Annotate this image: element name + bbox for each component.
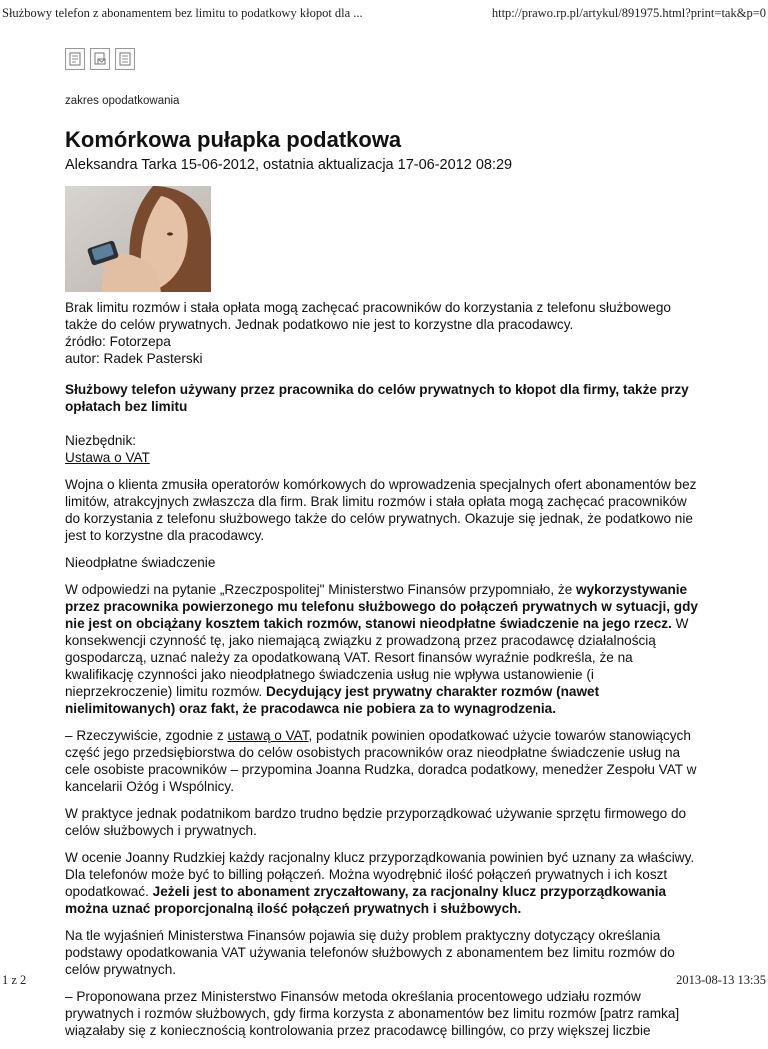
article-title: Komórkowa pułapka podatkowa <box>65 127 402 152</box>
essential-label: Niezbędnik: <box>65 433 137 448</box>
print-header-url: http://prawo.rp.pl/artykul/891975.html?print=tak&p=0 <box>491 6 766 20</box>
document-icon[interactable] <box>115 48 135 70</box>
caption-author: autor: Radek Pasterski <box>65 351 203 366</box>
vat-act-link[interactable]: ustawą o VAT <box>227 728 309 743</box>
article-lead: Służbowy telefon używany przez pracownika do celów prywatnych to kłopot dla firmy, także przy opłatach bez limitu <box>65 382 689 414</box>
paragraph-7: – Proponowana przez Ministerstwo Finansów metoda określania procentowego udziału rozmów prywatnych i rozmów służbowych, gdy firma korzysta z abonamentów bez limitu rozmów [patrz ramka] wiązałaby się z koniecznością kontrolowania przez pracodawcę billingów, co przy większej liczbie <box>65 989 680 1038</box>
subheading: Nieodpłatne świadczenie <box>65 555 216 570</box>
article <box>65 93 700 1049</box>
caption-source: źródło: Fotorzepa <box>65 334 171 349</box>
photo-caption <box>65 299 700 367</box>
caption-text: Brak limitu rozmów i stała opłata mogą zachęcać pracowników do korzystania z telefonu służbowego także do celów prywatnych. Jednak podatkowo nie jest to korzystne dla pracodawcy. <box>65 300 671 332</box>
paragraph-3: – Rzeczywiście, zgodnie z ustawą o VAT, podatnik powinien opodatkować użycie towarów stanowiących część jego przedsiębiorstwa do celów osobistych pracowników oraz nieodpłatne świadczenie usług na cele osobiste pracowników – przypomina Joanna Rudzka, doradca podatkowy, menedżer Zespołu VAT w kancelarii Ożóg i Wspólnicy. <box>65 728 697 794</box>
article-photo <box>65 186 211 292</box>
print-header-title: Służbowy telefon z abonamentem bez limitu to podatkowy kłopot dla ... <box>2 6 363 20</box>
essential-link-vat-act[interactable]: Ustawa o VAT <box>65 450 150 465</box>
paragraph-2: W odpowiedzi na pytanie „Rzeczpospolitej" Ministerstwo Finansów przypomniało, że wykorzystywanie przez pracownika powierzonego mu telefonu służbowego do połączeń prywatnych w sytuacji, gdy nie jest on obciążany kosztem takich rozmów, stanowi nieodpłatne świadczenie na jego rzecz. W konsekwencji czynność tę, jako niemającą związku z prowadzoną przez pracodawcę działalnością gospodarczą, uznać należy za opodatkowaną VAT. Resort finansów wyraźnie podkreśla, że na kwalifikację czynności jako nieodpłatnego świadczenia usług nie wpływa ustanowienie (i nieprzekroczenie) limitu rozmów. Decydujący jest prywatny charakter rozmów (nawet nielimitowanych) oraz fakt, że pracodawca nie pobiera za to wynagrodzenia. <box>65 582 698 716</box>
print-datetime: 2013-08-13 13:35 <box>676 973 766 987</box>
article-toolbar <box>65 48 135 70</box>
paragraph-1: Wojna o klienta zmusiła operatorów komórkowych do wprowadzenia specjalnych ofert abonamentów bez limitów, atrakcyjnych zwłaszcza dla firm. Brak limitu rozmów i stała opłata mogą zachęcać pracowników do korzystania z telefonu służbowego także do celów prywatnych. Okazuje się jednak, że podatkowo nie jest to korzystne dla pracodawcy. <box>65 477 697 543</box>
paragraph-4: W praktyce jednak podatnikom bardzo trudno będzie przyporządkować używanie sprzętu firmowego do celów służbowych i prywatnych. <box>65 806 687 838</box>
article-byline: Aleksandra Tarka 15-06-2012, ostatnia aktualizacja 17-06-2012 08:29 <box>65 157 513 173</box>
page-number: 1 z 2 <box>2 973 27 987</box>
essential-box <box>65 432 700 466</box>
email-icon[interactable] <box>90 48 110 70</box>
paragraph-5: W ocenie Joanny Rudzkiej każdy racjonalny klucz przyporządkowania powinien być uznany za właściwy. Dla telefonów może być to billing połączeń. Można wyodrębnić ilość połączeń prywatnych i ich koszt opodatkować. Jeżeli jest to abonament zryczałtowany, za racjonalny klucz przyporządkowania można uznać proporcjonalną ilość połączeń prywatnych i służbowych. <box>65 850 695 916</box>
article-category: zakres opodatkowania <box>65 95 180 107</box>
paragraph-6: Na tle wyjaśnień Ministerstwa Finansów pojawia się duży problem praktyczny dotyczący określania podstawy opodatkowania VAT używania telefonów służbowych z abonamentem bez limitu rozmów do celów prywatnych. <box>65 928 675 977</box>
print-icon[interactable] <box>65 48 85 70</box>
